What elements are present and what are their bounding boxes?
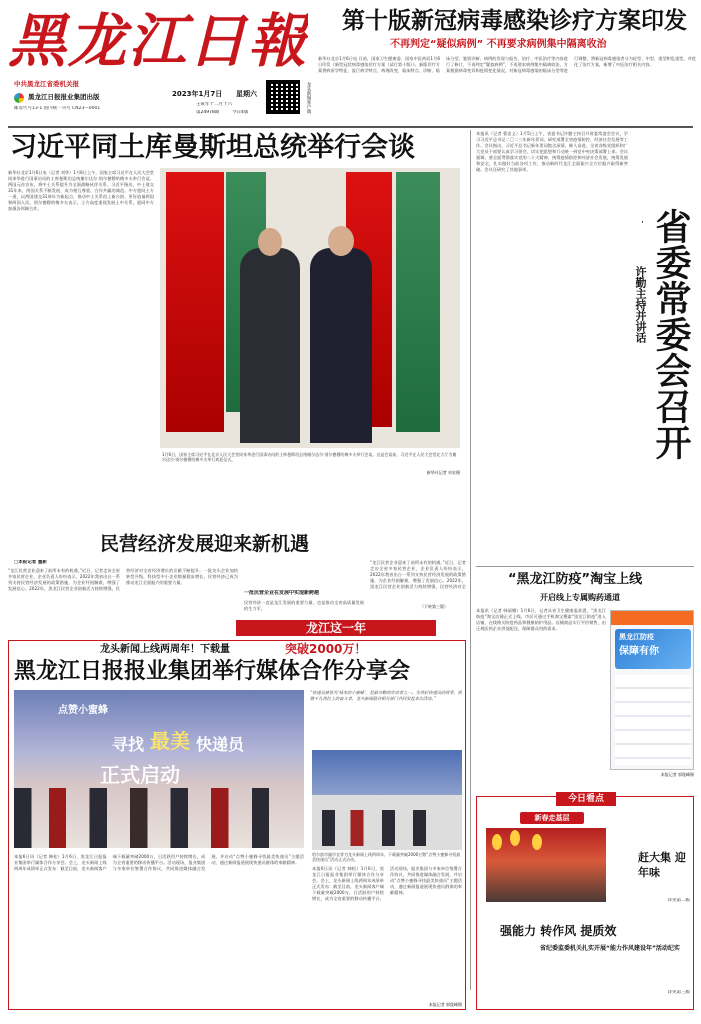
media-event-body-continued: 本报6日讯（记者 韩松）1月6日，黑龙江日报报业集团举行媒体合作分享会。会上，龙头新闻上线两周年成绩单正式发布：截至目前，龙头新闻客户端下载量突破2000万，日活跃用户持续增长，成为全省重要的移动传播平台。活动现场，报业集团与多家单位签署合作协议，共同推进媒体融合发展，并启动“点赞小蜜蜂寻找最美快递员”主题活动，通过新闻报道展现快递员群体的奉献精神。 bbox=[312, 866, 462, 901]
china-flag bbox=[166, 172, 224, 432]
turkmenistan-flag bbox=[396, 172, 440, 432]
app-name: 黑龙江防疫 bbox=[619, 633, 654, 641]
private-economy-body: “龙江民营企业迎来了前所未有的机遇。”近日，记者走访全省多家民营企业，企业负责人纷纷表示，2022年我省出台一系列支持民营经济发展的政策措施，为企业纾困解难，增强了发展信心。2022年，黑龙江民营企业创新活力持续增强，民营经济对全省经济增长的贡献不断提升。一批龙头企业加快转型升级，科技型中小企业数量稳步增长，民营经济已成为推动龙江全面振兴的重要力量。 bbox=[8, 568, 238, 591]
lead-story-body: 新华社北京1月6日电（记者 刘华）1月6日上午，国家主席习近平在人民大会堂同来华进行国事访问的土库曼斯坦总统谢尔达尔·别尔德穆哈梅多夫举行会谈。两国元首宣布，将中土关系提升为全面战略伙伴关系。习近平指出，中土建交31年来，两国关系不断发展，成为相互尊重、合作共赢的典范。中方愿同土方一道，以两国建交31周年为新起点，推动中土关系再上新台阶，更好造福两国和两国人民。别尔德穆哈梅多夫表示，土方高度重视发展土中关系，愿同中方加强各领域合作。 bbox=[8, 170, 154, 211]
antiepidemic-title[interactable]: “黑龙江防疫”淘宝上线 bbox=[508, 572, 643, 587]
media-event-body: 本报6日讯（记者 韩松）1月6日，黑龙江日报报业集团举行媒体合作分享会。会上，龙头新闻上线两周年成绩单正式发布：截至目前，龙头新闻客户端下载量突破2000万，日活跃用户持续增长，成为全省重要的移动传播平台。活动现场，报业集团与多家单位签署合作协议，共同推进媒体融合发展，并启动“点赞小蜜蜂寻找最美快递员”主题活动，通过新闻报道展现快递员群体的奉献精神。 bbox=[14, 854, 304, 871]
media-event-photo-caption: 哈尔滨市副市长等为龙头新闻上线两周年、下载量突破2000万暨“点赞小蜜蜂寻找最美快递员”活动正式启动。 bbox=[312, 852, 461, 862]
person-left-head bbox=[258, 228, 282, 256]
today-focus-label: 今日看点 bbox=[556, 792, 616, 806]
today-focus-item2-title[interactable]: 强能力 转作风 提质效 bbox=[500, 924, 617, 938]
today-focus-item2-ref[interactable]: 详见第三版 bbox=[667, 990, 690, 995]
banner-text-e: 正式启动 bbox=[100, 763, 180, 787]
lead-story-title[interactable]: 习近平同土库曼斯坦总统举行会谈 bbox=[10, 132, 415, 163]
lead-photo-credit: 新华社记者 申宏摄 bbox=[426, 470, 460, 475]
media-event-credit: 本报记者 郭俊峰摄 bbox=[428, 1002, 462, 1007]
today-focus-item1-ref[interactable]: 详见第二版 bbox=[667, 898, 690, 903]
private-economy-continue-ref[interactable]: （下转第三版） bbox=[420, 604, 448, 609]
lantern-icon bbox=[492, 834, 502, 850]
private-economy-continued: “龙江民营企业迎来了前所未有的机遇。”近日，记者走访全省多家民营企业，企业负责人纷纷表示，2022年我省出台一系列支持民营经济发展的政策措施，为企业纾困解难，增强了发展信心。2022年，黑龙江民营企业创新活力持续增强，民营经济对全 bbox=[370, 560, 466, 589]
publisher-logo-icon bbox=[14, 93, 24, 103]
private-economy-sub-body: 民营经济一直是龙江发展的重要力量，也是推动全省高质量发展的生力军。 bbox=[244, 600, 364, 611]
issue-number: 第24978期 bbox=[196, 110, 220, 115]
media-event-title[interactable]: 黑龙江日报报业集团举行媒体合作分享会 bbox=[14, 659, 411, 684]
antiepidemic-body: 本报讯（记者 韩丽娜）1月6日，记者从省卫生健康委获悉，“黑龙江防疫”淘宝店铺正式上线。市民可通过手机淘宝搜索“黑龙江防疫”进入店铺，在线购买防疫药品和健康防护用品。店铺商品实行平价销售，由正规医药企业供货配送，保障群众用药需求。 bbox=[476, 608, 606, 631]
media-event-photo-2 bbox=[312, 750, 462, 850]
person-right bbox=[310, 248, 372, 443]
weekday-label: 星期六 bbox=[236, 90, 257, 98]
antiepidemic-phone-screenshot bbox=[610, 610, 694, 770]
person-left bbox=[240, 248, 300, 443]
event-people bbox=[322, 810, 452, 846]
qr-caption: 龙头新闻客户端 bbox=[306, 82, 311, 114]
media-event-kicker: 龙头新闻上线两周年！下载量 bbox=[100, 644, 230, 655]
antiepidemic-credit: 本报记者 郭俊峰摄 bbox=[660, 772, 694, 777]
issuer-label: 中共黑龙江省委机关报 bbox=[14, 80, 79, 88]
committee-body: 本报讯（记者 曹忠义）1月5日上午，省委书记许勤主持召开省委常委会会议，学习习近平总书记二〇二三年新年贺词，研究部署全省疫情防控、经济社会发展等工作。会议指出，习近平总书记新年贺词饱含深情、催人奋进，全省各级党组织和广大党员干部要认真学习领会，切实把思想和行动统一到党中央决策部署上来。会议强调，要全面贯彻落实党的二十大精神，统筹疫情防控和经济社会发展，统筹发展和安全，扎实做好当前各项工作，推动新时代龙江全面振兴全方位振兴取得新突破。会议还研究了其他事项。 bbox=[476, 131, 628, 172]
lantern-icon bbox=[510, 830, 520, 846]
private-economy-title[interactable]: 民营经济发展迎来新机遇 bbox=[100, 533, 310, 555]
top-story-subtitle: 不再判定“疑似病例” 不再要求病例集中隔离收治 bbox=[390, 39, 607, 50]
top-story-title[interactable]: 第十版新冠病毒感染诊疗方案印发 bbox=[342, 8, 687, 34]
today-focus-pill[interactable]: 新春走基层 bbox=[520, 812, 584, 824]
private-economy-band: 龙江这一年 bbox=[236, 620, 436, 636]
banner-text-d: 快递员 bbox=[196, 735, 245, 754]
date-label: 2023年1月7日 bbox=[172, 90, 223, 98]
private-economy-byline: □本报记者 董新 bbox=[14, 560, 47, 565]
antiepidemic-subtitle: 开启线上专属购药通道 bbox=[540, 593, 620, 602]
banner-text-a: 点赞小蜜蜂 bbox=[58, 705, 108, 716]
person-right-head bbox=[328, 226, 354, 256]
lunar-date: 壬寅年十二月十六 bbox=[196, 102, 232, 107]
media-event-photo bbox=[14, 690, 304, 848]
app-slogan: 保障有你 bbox=[619, 646, 659, 657]
event-people bbox=[14, 788, 304, 848]
today-focus-photo bbox=[486, 828, 606, 902]
lantern-icon bbox=[532, 834, 542, 850]
publisher-label: 黑龙江日报报业集团出版 bbox=[28, 93, 100, 101]
today-focus-item2-subtitle: 省纪委监委机关扎实开展“能力作风建设年”活动纪实 bbox=[540, 945, 680, 952]
app-banner bbox=[615, 629, 691, 669]
top-story-body: 新华社北京1月6日电 日前，国家卫生健康委、国家中医药局1月6日印发《新型冠状病毒感染诊疗方案（试行第十版）》。新版诊疗方案将病原学特征、流行病学特点、病理改变、临床特点、诊断、临床分型、鉴别诊断、病例的发现与报告、治疗、中医治疗等内容进行了修订，不再判定“疑似病例”，不再要求病例集中隔离收治。方案根据病毒变异和疫情变化情况，对新冠病毒感染的临床分型等进行调整，将新冠病毒感染者分为轻型、中型、重型和危重型，并优化了治疗方案，新增了中医治疗相关内容。 bbox=[318, 56, 696, 73]
committee-subtitle: 许勤主持并讲话 bbox=[634, 266, 647, 343]
lead-photo-caption: 1月6日，国家主席习近平在北京人民大会堂同来华进行国事访问的土库曼斯坦总统谢尔达尔·别尔德穆哈梅多夫举行会谈。这是会谈前，习近平在人民大会堂北大厅为谢尔达尔·别尔德穆哈梅多夫举行欢迎仪式。 bbox=[162, 452, 457, 463]
qr-code[interactable] bbox=[266, 80, 300, 114]
media-event-quote: “快递员被誉为‘城市的小蜜蜂’，是最辛勤的劳动者之一。为讲好快递员的故事，致敬平凡岗位上的奋斗者，龙头新闻联合相关部门共同发起本次活动。” bbox=[310, 690, 462, 701]
lead-photo bbox=[160, 168, 460, 448]
postal-code: 邮发代号13-1 国内统一刊号 CN23—0001 bbox=[14, 106, 101, 111]
banner-text-c: 最美 bbox=[150, 729, 190, 753]
private-economy-subhead: 一批民营企业在发展中实现新跨越 bbox=[244, 590, 320, 596]
newspaper-logo: 黑龙江日報 bbox=[8, 7, 308, 75]
phone-top-bar bbox=[611, 611, 694, 625]
banner-text-b: 寻找 bbox=[112, 735, 145, 754]
page-count: 今日4版 bbox=[232, 110, 249, 115]
today-focus-item1-title[interactable]: 赶大集 迎年味 bbox=[638, 851, 686, 879]
committee-title[interactable]: 省委常委会召开 bbox=[650, 208, 691, 460]
media-event-kicker-highlight: 突破2000万！ bbox=[285, 642, 367, 656]
app-product-list bbox=[615, 675, 691, 765]
